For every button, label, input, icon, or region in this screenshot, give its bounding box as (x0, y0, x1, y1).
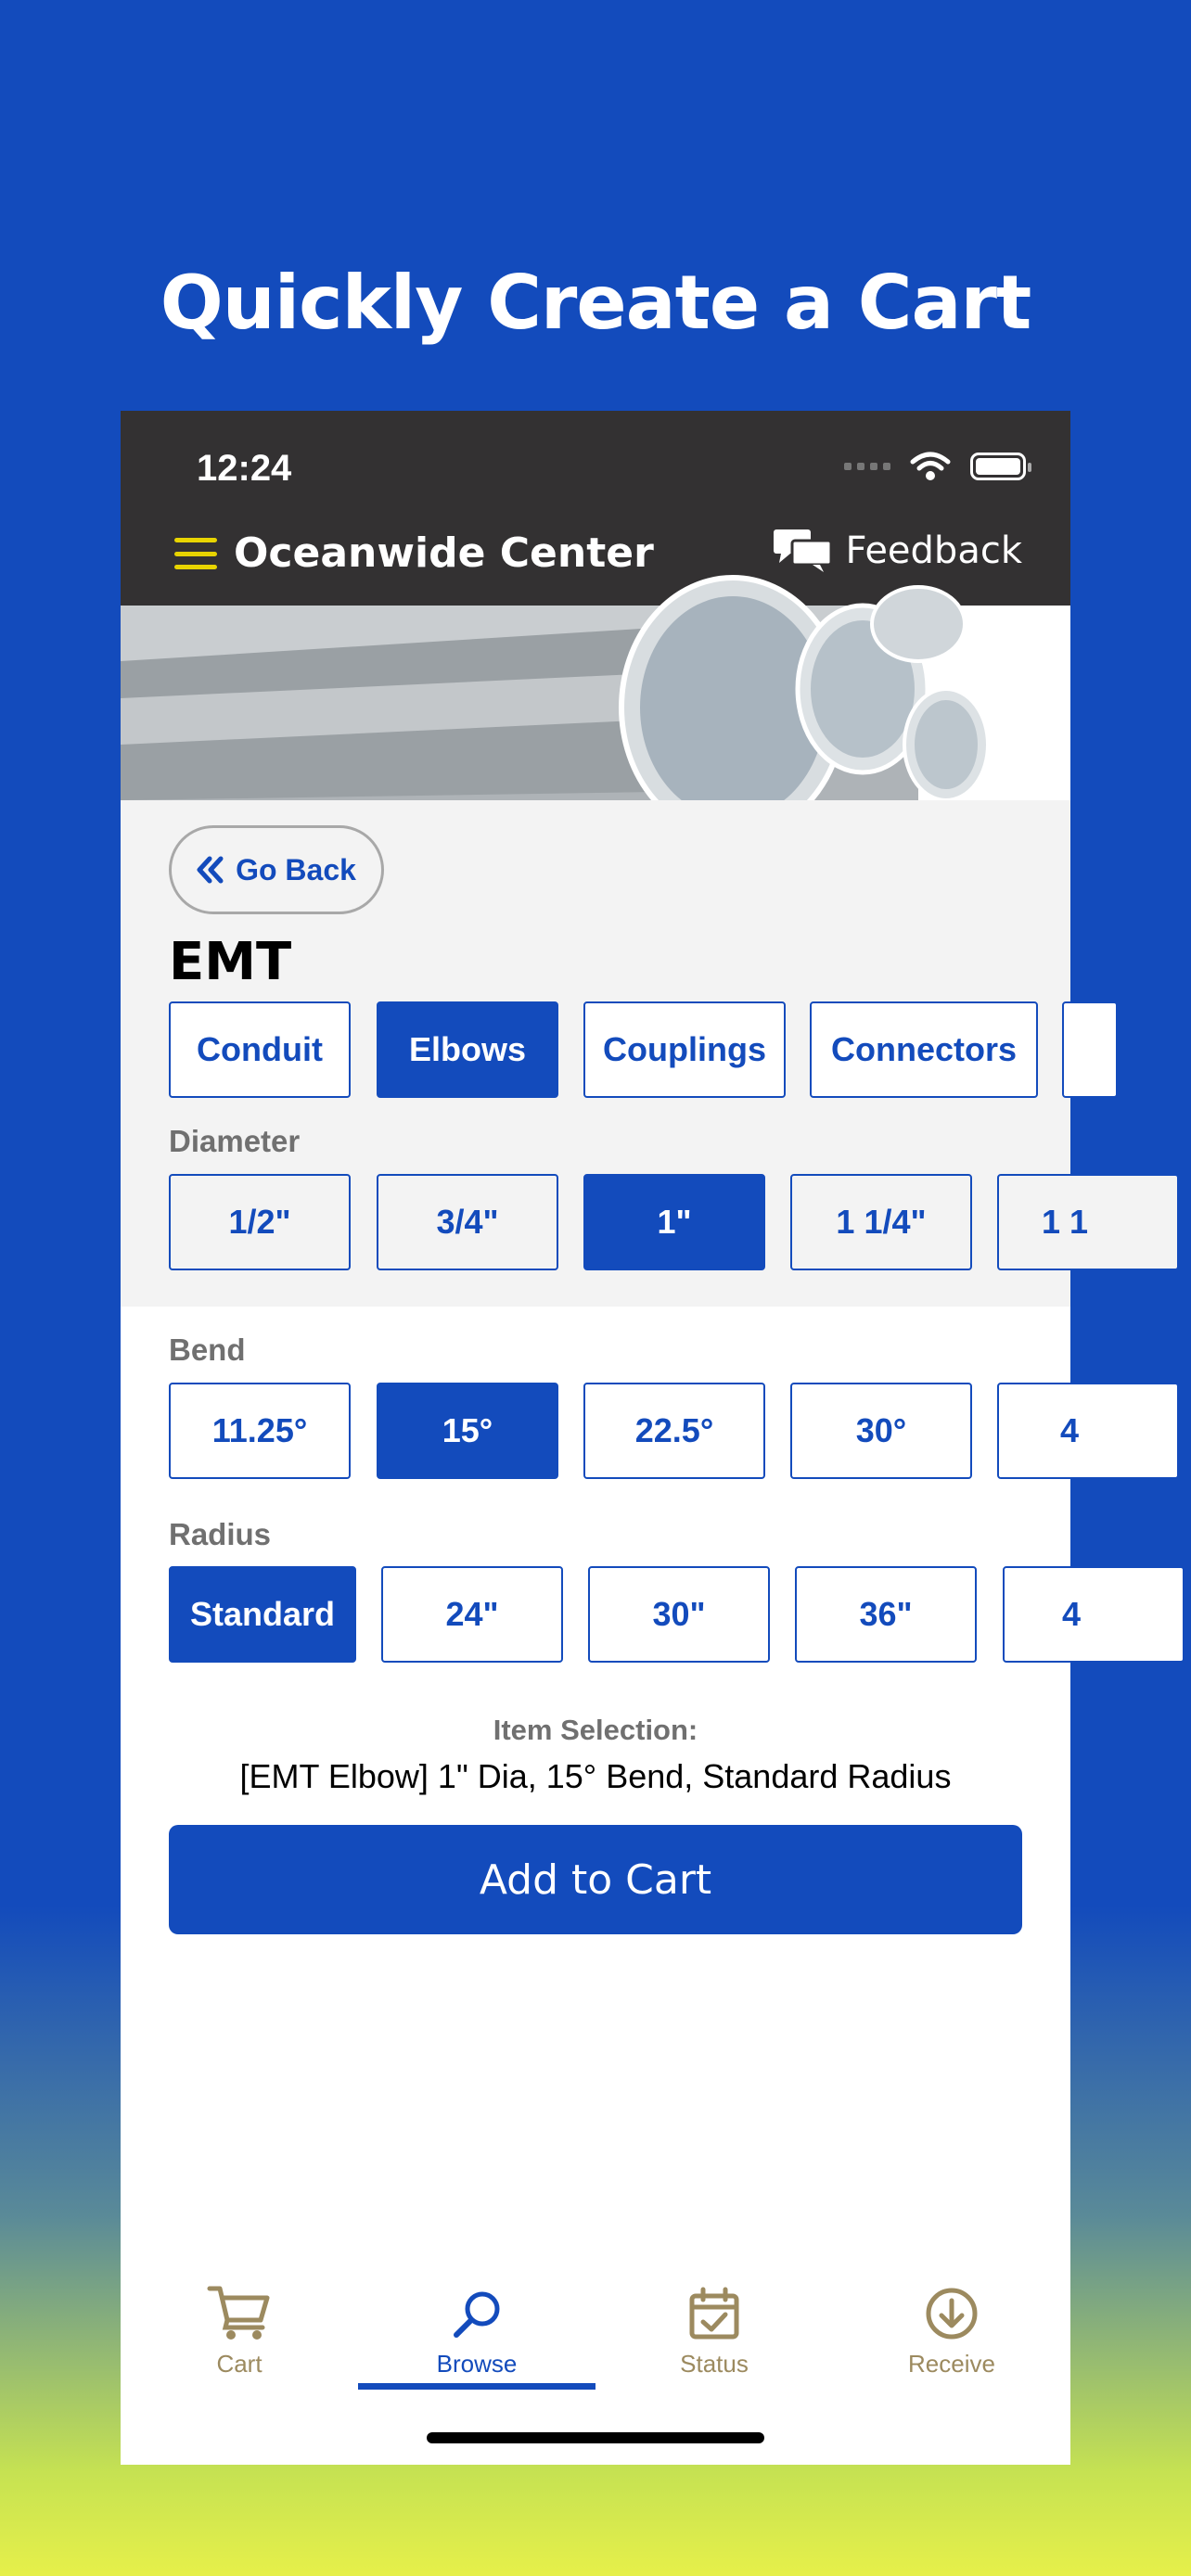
radius-chip-24[interactable]: 24" (381, 1566, 563, 1663)
headline: Quickly Create a Cart (160, 260, 1031, 346)
battery-icon (970, 453, 1026, 480)
type-chip-more[interactable] (1062, 1001, 1118, 1098)
home-indicator[interactable] (427, 2432, 764, 2443)
go-back-label: Go Back (236, 852, 356, 886)
diameter-chip-1-1-4[interactable]: 1 1/4" (790, 1174, 972, 1270)
bend-chip-45[interactable]: 4 (997, 1383, 1179, 1479)
radius-chip-36[interactable]: 36" (795, 1566, 977, 1663)
diameter-chip-1[interactable]: 1" (583, 1174, 765, 1270)
app-title: Oceanwide Center (234, 529, 654, 577)
add-to-cart-button[interactable]: Add to Cart (169, 1825, 1022, 1934)
radius-chip-standard[interactable]: Standard (169, 1566, 356, 1663)
bend-chip-22-5[interactable]: 22.5° (583, 1383, 765, 1479)
tab-browse[interactable] (358, 2279, 596, 2378)
status-time: 12:24 (197, 448, 292, 489)
category-title: EMT (169, 932, 292, 992)
radius-chip-30[interactable]: 30" (588, 1566, 770, 1663)
tab-cart[interactable] (121, 2279, 358, 2378)
search-icon (451, 2289, 503, 2340)
tab-browse-label: Browse (436, 2350, 518, 2378)
type-chip-connectors[interactable]: Connectors (810, 1001, 1038, 1098)
tab-receive-label: Receive (908, 2350, 995, 2378)
bend-chip-11-25[interactable]: 11.25° (169, 1383, 351, 1479)
bend-chip-15[interactable]: 15° (377, 1383, 558, 1479)
type-chip-couplings[interactable]: Couplings (583, 1001, 786, 1098)
diameter-label: Diameter (169, 1124, 301, 1158)
radius-label: Radius (169, 1517, 272, 1551)
item-selection-value: [EMT Elbow] 1" Dia, 15° Bend, Standard Radius (239, 1757, 952, 1795)
diameter-chip-3-4[interactable]: 3/4" (377, 1174, 558, 1270)
download-circle-icon (925, 2287, 979, 2340)
chat-bubbles-icon (772, 528, 833, 574)
type-chip-elbows[interactable]: Elbows (377, 1001, 558, 1098)
top-bar (121, 411, 1070, 606)
calendar-check-icon (688, 2287, 740, 2340)
signal-icon (844, 463, 890, 470)
tab-status[interactable] (596, 2279, 833, 2378)
phone-screen (121, 411, 1089, 2465)
tab-receive[interactable] (833, 2279, 1070, 2378)
item-selection-label: Item Selection: (493, 1714, 698, 1746)
cart-icon (207, 2283, 272, 2340)
double-chevron-left-icon (197, 856, 224, 884)
menu-icon[interactable] (174, 538, 217, 569)
tab-cart-label: Cart (216, 2350, 263, 2378)
radius-chip-more[interactable]: 4 (1003, 1566, 1185, 1663)
hero-image-conduit (121, 606, 1070, 800)
type-chip-conduit[interactable]: Conduit (169, 1001, 351, 1098)
feedback-button[interactable] (772, 528, 1023, 574)
feedback-label: Feedback (845, 529, 1022, 572)
bend-chip-30[interactable]: 30° (790, 1383, 972, 1479)
diameter-chip-1-2[interactable]: 1/2" (169, 1174, 351, 1270)
go-back-button[interactable] (169, 825, 384, 914)
conduit-pipes-graphic (121, 606, 1070, 800)
tab-status-label: Status (680, 2350, 749, 2378)
diameter-chip-1-1-2[interactable]: 1 1 (997, 1174, 1179, 1270)
wifi-icon (911, 452, 950, 481)
active-tab-indicator (358, 2383, 596, 2390)
status-icons (844, 452, 1026, 481)
bend-label: Bend (169, 1333, 246, 1367)
